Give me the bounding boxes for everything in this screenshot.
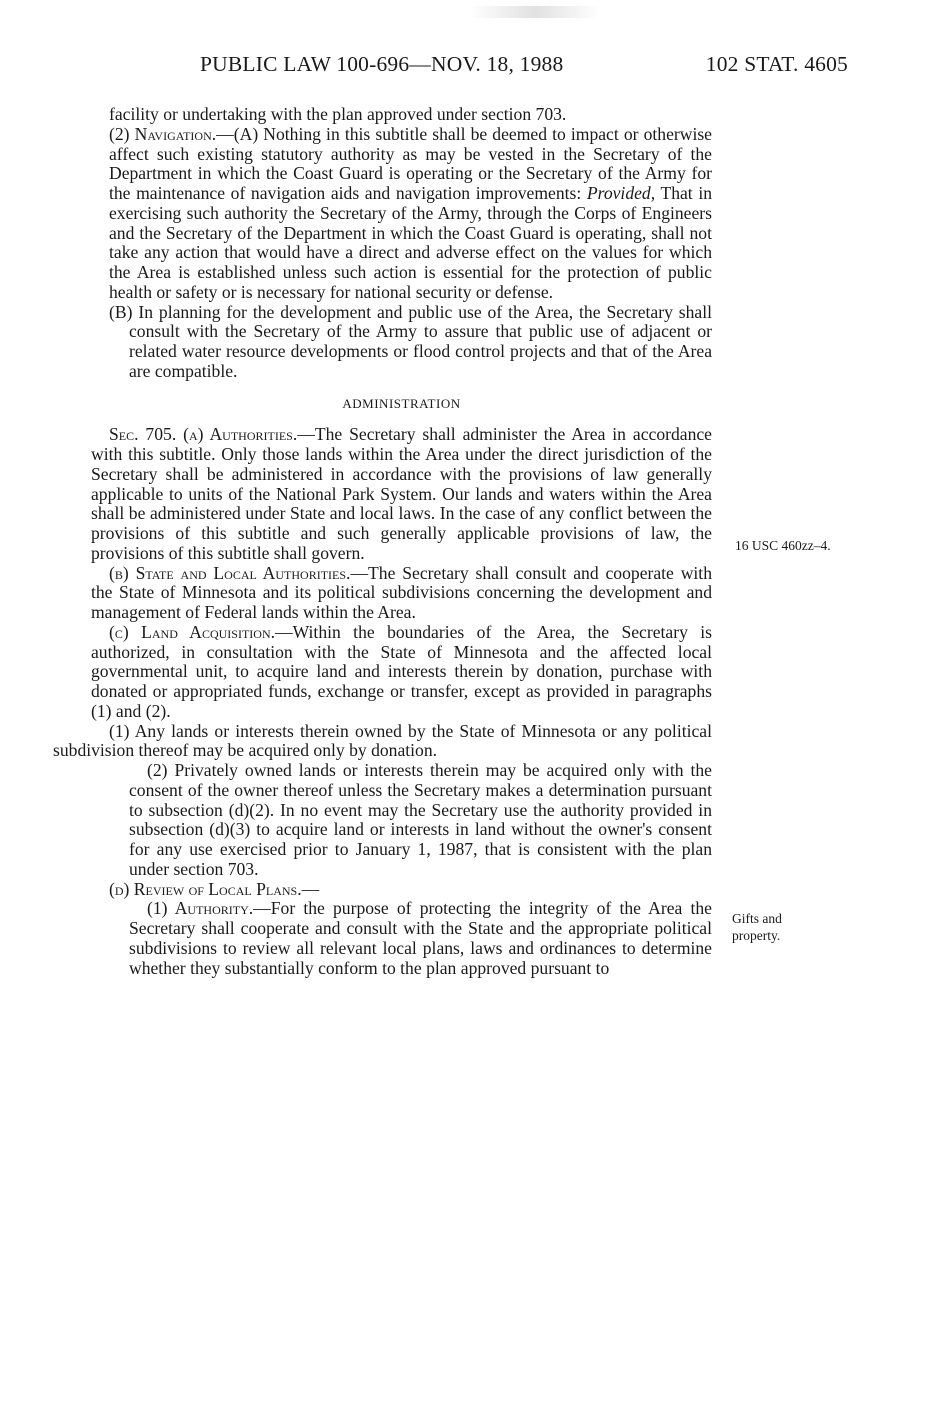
c-text: —Within the boundaries of the Area, the Secretary is authorized, in consultation with the State of Minnesota and the affected local governmental unit, to acquire land and interests therein by donation, purchase with donated or appropriated funds, exchange or transfer, except as provided in paragraphs (1) and (2). [91,621,713,721]
paragraph-c-land-acquisition [91,623,712,722]
margin-note-usc: 16 USC 460zz–4. [735,538,831,553]
paragraph-navigation-b: (B) In planning for the development and public use of the Area, the Secretary shall consult with the Secretary of the Army to assure that public use of adjacent or related water resource developments or flood control projects and that of the Area are compatible. [109,301,712,381]
navigation-label: (2) Navigation. [109,123,217,144]
paragraph-navigation-a [91,125,712,303]
stat-page-number: 102 STAT. 4605 [705,52,848,76]
paragraph-d-1 [91,899,712,978]
margin-note-gifts [732,910,782,944]
sec-705-label: Sec. 705. (a) Authorities. [109,424,298,445]
provided-term: Provided, [586,183,656,203]
scan-smudge [470,6,600,18]
law-citation: PUBLIC LAW 100-696—NOV. 18, 1988 [200,52,564,76]
section-heading-administration: ADMINISTRATION [342,395,461,411]
paragraph-sec-705-a [91,425,712,563]
c-label: (c) Land Acquisition. [109,621,276,642]
d1-label: (1) Authority. [147,898,254,919]
paragraph-continuation: facility or undertaking with the plan approved under section 703. [109,104,567,124]
d-label: (d) Review of Local Plans. [109,878,302,899]
paragraph-b-state-local [91,564,712,623]
paragraph-c-1: (1) Any lands or interests therein owned by the State of Minnesota or any political subdivision thereof may be acquired only by donation. [53,720,712,761]
gifts-line-1: Gifts and [732,911,782,926]
d-dash: — [301,878,320,899]
paragraph-c-2: (2) Privately owned lands or interests therein may be acquired only with the consent of the owner thereof unless the Secretary makes a determination pursuant to subsection (d)(2). In no event may the Secretary use the authority provided in subsection (d)(3) to acquire land or interests in land without the owner's consent for any use exercised prior to January 1, 1987, that is consistent with the plan under section 703. [129,760,712,879]
b-label: (b) State and Local Authorities. [109,562,351,583]
gifts-line-2: property. [732,928,781,943]
document-body [53,104,713,978]
page-header [200,52,848,82]
sec-705-a-text: —The Secretary shall administer the Area in accordance with this subtitle. Only those lands within the Area under the direct jurisdiction of the Secretary shall be administered in accordance with the provisions of law generally applicable to units of the National Park System. Our lands and waters within the Area shall be administered under State and local laws. In the case of any conflict between the provisions of this subtitle and such generally applicable provisions of law, the provisions of this subtitle shall govern. [91,424,712,563]
navigation-a-text-1: —(A) Nothing in this subtitle shall be deemed to impact or otherwise affect such existing statutory authority as may be vested in the Secretary of the Department in which the Coast Guard is operating or the Secretary of the Army for the maintenance of navigation aids and navigation improvements: [109,123,712,203]
b-text: —The Secretary shall consult and cooperate with the State of Minnesota and its political subdivisions concerning the development and management of Federal lands within the Area. [91,562,712,622]
d1-text: —For the purpose of protecting the integrity of the Area the Secretary shall cooperate and consult with the State and the appropriate political subdivisions to review all relevant local plans, laws and ordinances to determine whether they substantially conform to the plan approved pursuant to [129,898,712,978]
navigation-a-text-2: That in exercising such authority the Secretary of the Army, through the Corps of Engineers and the Secretary of the Department in which the Coast Guard is operating, shall not take any action that would have a direct and adverse effect on the values for which the Area is established unless such action is essential for the protection of public health or safety or is necessary for national security or defense. [109,183,713,302]
paragraph-d-review [91,880,712,900]
